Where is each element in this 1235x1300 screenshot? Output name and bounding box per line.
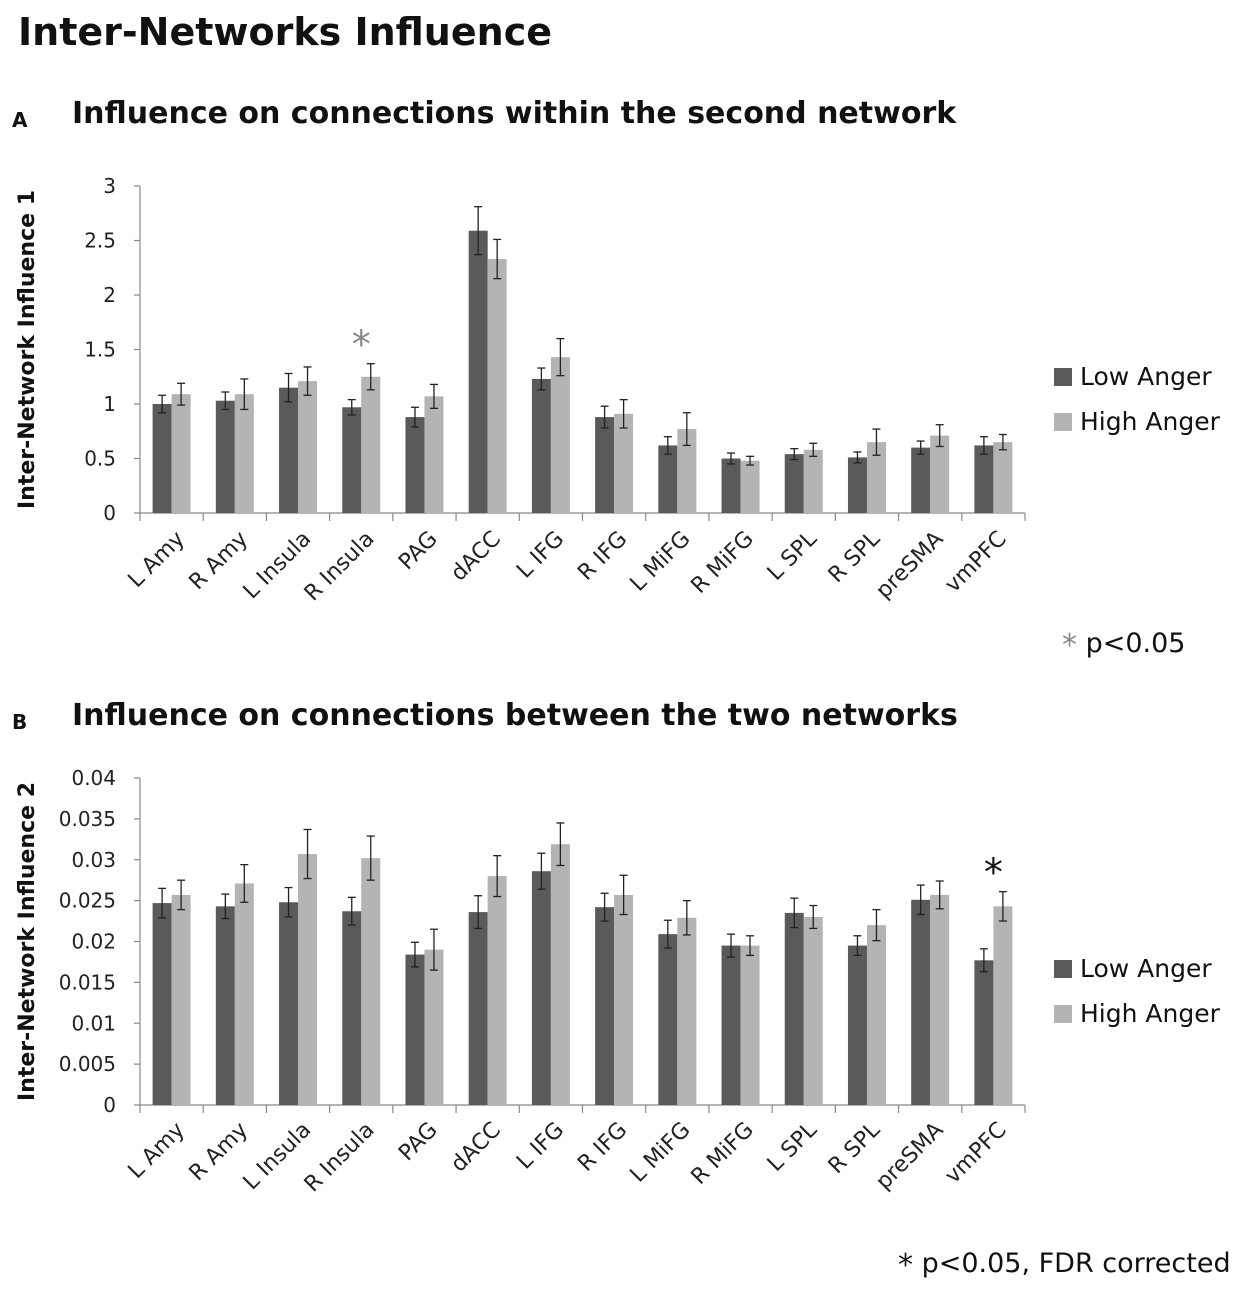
- legend-a-high-label: High Anger: [1080, 407, 1220, 436]
- bar-a-low: [974, 445, 993, 513]
- x-tick-label-a: vmPFC: [940, 526, 1012, 598]
- x-tick-label-a: R Insula: [299, 526, 380, 607]
- x-tick-label-b: preSMA: [871, 1117, 949, 1195]
- note-a: [1062, 628, 1185, 663]
- bar-b-low: [532, 871, 551, 1105]
- note-b-star: *: [898, 1248, 913, 1283]
- y-tick-label-b: 0.035: [58, 806, 116, 831]
- bar-a-low: [911, 448, 930, 513]
- x-tick-label-a: L IFG: [512, 526, 570, 584]
- bar-b-high: [677, 918, 696, 1105]
- bar-a-high: [804, 450, 823, 513]
- x-tick-label-a: L SPL: [762, 526, 822, 586]
- bar-b-high: [235, 883, 254, 1105]
- bar-a-high: [741, 461, 760, 513]
- y-tick-label-b: 0.03: [71, 847, 116, 872]
- bar-b-low: [848, 946, 867, 1105]
- legend-b-low: [1054, 946, 1220, 991]
- bar-b-high: [930, 895, 949, 1105]
- legend-a-low-swatch: [1054, 368, 1072, 386]
- bar-a-low: [216, 401, 235, 513]
- main-title: Inter-Networks Influence: [18, 10, 552, 54]
- significance-star-b: *: [983, 850, 1003, 895]
- legend-a-high-swatch: [1054, 413, 1072, 431]
- x-tick-label-a: R SPL: [823, 526, 886, 588]
- x-tick-label-a: dACC: [446, 526, 506, 587]
- x-tick-label-b: L SPL: [762, 1117, 822, 1177]
- bar-b-low: [785, 913, 804, 1105]
- bar-b-high: [172, 895, 191, 1105]
- bar-a-low: [722, 459, 741, 514]
- bar-a-high: [424, 396, 443, 513]
- bar-b-low: [279, 902, 298, 1105]
- y-tick-label-a: 3: [103, 174, 116, 198]
- x-tick-label-b: L MiFG: [625, 1117, 696, 1188]
- chart-a: [0, 150, 1060, 650]
- legend-a-low: [1054, 354, 1220, 399]
- bar-b-low: [216, 906, 235, 1105]
- legend-b-high-swatch: [1054, 1005, 1072, 1023]
- y-tick-label-b: 0.04: [71, 766, 116, 790]
- bar-a-high: [993, 442, 1012, 513]
- bar-a-high: [930, 436, 949, 513]
- bar-b-low: [153, 903, 172, 1105]
- bar-a-low: [658, 445, 677, 513]
- y-tick-label-b: 0.01: [71, 1011, 116, 1036]
- note-a-star: *: [1062, 628, 1077, 663]
- legend-b-low-swatch: [1054, 960, 1072, 978]
- bar-b-high: [298, 854, 317, 1105]
- bar-a-low: [595, 417, 614, 513]
- x-tick-label-b: R IFG: [573, 1117, 633, 1177]
- bar-b-high: [488, 876, 507, 1105]
- x-tick-label-b: dACC: [446, 1117, 506, 1178]
- legend-b: [1054, 946, 1220, 1036]
- bar-b-high: [361, 858, 380, 1105]
- bar-b-low: [469, 912, 488, 1105]
- x-tick-label-b: R Amy: [184, 1117, 254, 1186]
- legend-a-low-label: Low Anger: [1080, 362, 1212, 391]
- bar-b-high: [804, 917, 823, 1105]
- x-tick-label-a: R Amy: [184, 526, 254, 595]
- bar-a-low: [153, 404, 172, 513]
- x-tick-label-b: R MiFG: [686, 1117, 759, 1190]
- bar-a-high: [235, 394, 254, 513]
- y-tick-label-a: 1: [103, 392, 116, 416]
- panel-b-letter: B: [12, 710, 28, 734]
- bar-b-high: [424, 950, 443, 1105]
- x-tick-label-a: L Insula: [238, 526, 317, 605]
- x-tick-label-a: L MiFG: [625, 526, 696, 597]
- x-tick-label-a: preSMA: [871, 526, 949, 604]
- panel-a-letter: A: [12, 108, 28, 132]
- bar-a-high: [551, 357, 570, 513]
- x-tick-label-b: L Amy: [123, 1117, 190, 1184]
- y-tick-label-b: 0.005: [58, 1052, 116, 1077]
- bar-b-low: [595, 907, 614, 1105]
- bar-a-high: [614, 414, 633, 513]
- legend-b-low-label: Low Anger: [1080, 954, 1212, 983]
- legend-b-high: [1054, 991, 1220, 1036]
- x-tick-label-a: L Amy: [123, 526, 190, 593]
- y-tick-label-b: 0: [103, 1093, 116, 1117]
- note-b: [898, 1248, 1231, 1283]
- bar-a-high: [172, 394, 191, 513]
- bar-a-high: [488, 259, 507, 513]
- bar-b-low: [911, 900, 930, 1105]
- legend-a-high: [1054, 399, 1220, 444]
- bar-a-low: [469, 231, 488, 513]
- panel-a-title: Influence on connections within the second network: [72, 96, 957, 131]
- note-b-text: p<0.05, FDR corrected: [921, 1248, 1231, 1279]
- bar-a-low: [785, 454, 804, 513]
- note-a-text: p<0.05: [1085, 628, 1186, 659]
- bar-b-high: [741, 946, 760, 1105]
- bar-b-low: [974, 960, 993, 1105]
- significance-star-a: *: [351, 322, 371, 367]
- x-tick-label-b: R SPL: [823, 1117, 886, 1179]
- y-tick-label-a: 2: [103, 283, 116, 307]
- bar-b-low: [342, 911, 361, 1105]
- y-axis-label-a: Inter-Network Influence 1: [15, 189, 40, 510]
- panel-b-title: Influence on connections between the two networks: [72, 698, 958, 733]
- bar-b-low: [658, 934, 677, 1105]
- bar-a-low: [279, 388, 298, 513]
- x-tick-label-b: vmPFC: [940, 1117, 1012, 1189]
- y-tick-label-b: 0.015: [58, 970, 116, 995]
- bar-b-low: [722, 946, 741, 1105]
- bar-b-high: [993, 906, 1012, 1105]
- y-tick-label-b: 0.025: [58, 888, 116, 913]
- bar-a-high: [361, 377, 380, 513]
- x-tick-label-b: L IFG: [512, 1117, 570, 1175]
- bar-a-low: [532, 379, 551, 513]
- y-tick-label-b: 0.02: [71, 929, 116, 954]
- x-tick-label-a: PAG: [394, 526, 443, 576]
- x-tick-label-b: L Insula: [238, 1117, 317, 1196]
- bar-b-low: [405, 955, 424, 1105]
- x-tick-label-a: R IFG: [573, 526, 633, 586]
- bar-a-low: [848, 457, 867, 513]
- y-tick-label-a: 0: [103, 501, 116, 525]
- y-tick-label-a: 0.5: [84, 446, 116, 471]
- y-tick-label-a: 2.5: [84, 228, 116, 253]
- y-tick-label-a: 1.5: [84, 337, 116, 362]
- y-axis-label-b: Inter-Network Influence 2: [15, 781, 40, 1102]
- chart-b: [0, 750, 1060, 1250]
- legend-b-high-label: High Anger: [1080, 999, 1220, 1028]
- bar-b-high: [867, 925, 886, 1105]
- legend-a: [1054, 354, 1220, 444]
- bar-b-high: [614, 895, 633, 1105]
- x-tick-label-b: PAG: [394, 1117, 443, 1167]
- bar-a-low: [342, 407, 361, 513]
- x-tick-label-b: R Insula: [299, 1117, 380, 1198]
- x-tick-label-a: R MiFG: [686, 526, 759, 599]
- bar-a-high: [298, 381, 317, 513]
- bar-b-high: [551, 844, 570, 1105]
- bar-a-low: [405, 417, 424, 513]
